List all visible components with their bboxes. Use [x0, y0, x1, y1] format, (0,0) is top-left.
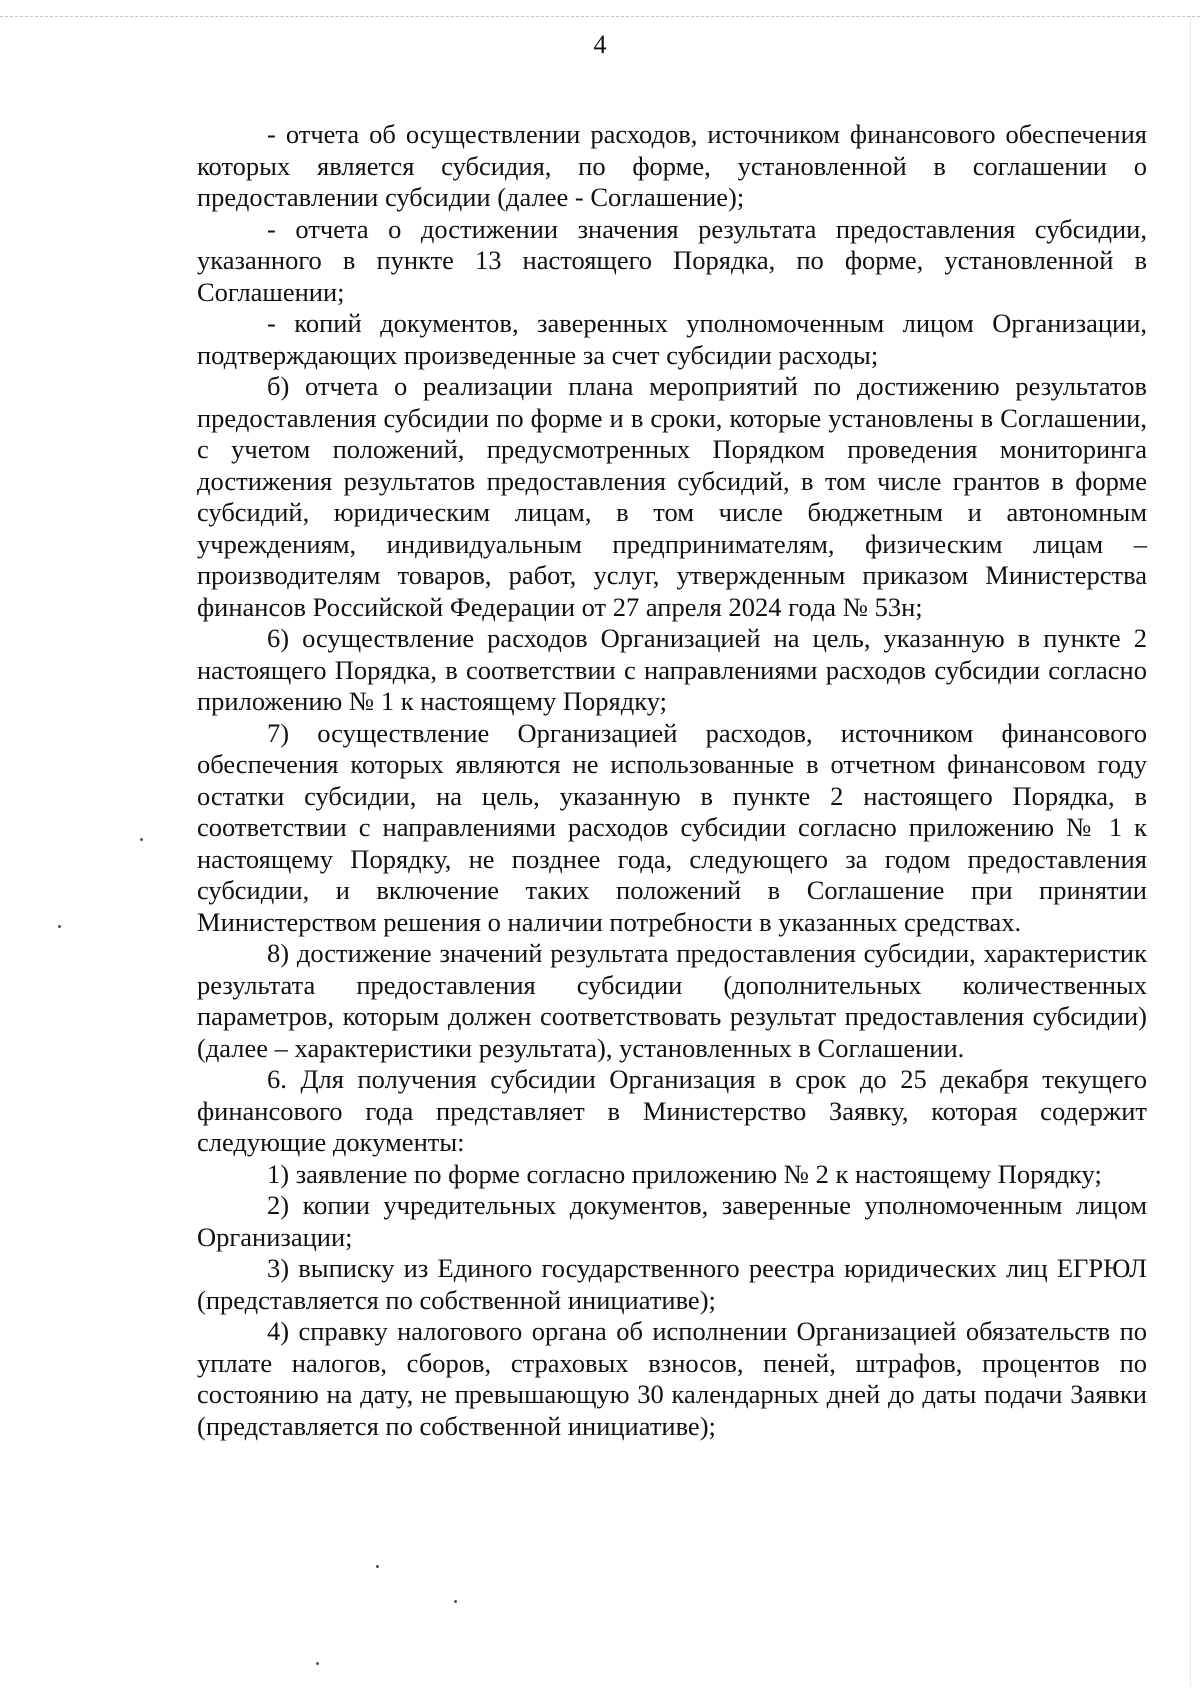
scan-speck	[58, 925, 61, 928]
paragraph-report-result: - отчета о достижении значения результата предоставления субсидии, указанного в пункте 13 настоящего Порядка, по форме, установленной в Соглашении;	[197, 213, 1147, 307]
paragraph-section-6: 6. Для получения субсидии Организация в срок до 25 декабря текущего финансового года представляет в Министерство Заявку, которая содержит следующие документы:	[197, 1064, 1147, 1157]
paragraph-list-item-3: 3) выписку из Единого государственного реестра юридических лиц ЕГРЮЛ (представляется по собственной инициативе);	[197, 1253, 1147, 1315]
scan-speck	[140, 838, 143, 841]
scan-speck	[376, 1565, 379, 1568]
scan-speck	[454, 1600, 457, 1603]
scan-edge-top	[0, 16, 1200, 17]
document-body	[197, 119, 1147, 1442]
paragraph-item-6: 6) осуществление расходов Организацией на цель, указанную в пункте 2 настоящего Порядка, в соответствии с направлениями расходов субсидии согласно приложению № 1 к настоящему Порядку;	[197, 623, 1147, 716]
page-number: 4	[593, 30, 607, 59]
paragraph-report-expenses: - отчета об осуществлении расходов, источником финансового обеспечения которых является субсидия, по форме, установленной в соглашении о предоставлении субсидии (далее - Соглашение);	[197, 119, 1147, 212]
scan-speck	[316, 1662, 319, 1665]
paragraph-list-item-4: 4) справку налогового органа об исполнении Организацией обязательств по уплате налогов, сборов, страховых взносов, пеней, штрафов, процентов по состоянию на дату, не превышающую 30 календарных дней до даты подачи Заявки (представляется по собственной инициативе);	[197, 1316, 1147, 1441]
paragraph-item-8: 8) достижение значений результата предоставления субсидии, характеристик результата предоставления субсидии (дополнительных количественных параметров, которым должен соответствовать результат предоставления субсидии) (далее – характеристики результата), установленных в Соглашении.	[197, 938, 1147, 1063]
paragraph-document-copies: - копий документов, заверенных уполномоченным лицом Организации, подтверждающих произведенные за счет субсидии расходы;	[197, 308, 1147, 370]
paragraph-list-item-1: 1) заявление по форме согласно приложению № 2 к настоящему Порядку;	[267, 1158, 1102, 1189]
paragraph-list-item-2: 2) копии учредительных документов, заверенные уполномоченным лицом Организации;	[197, 1190, 1147, 1252]
paragraph-item-b: б) отчета о реализации плана мероприятий по достижению результатов предоставления субсидии по форме и в сроки, которые установлены в Соглашении, с учетом положений, предусмотренных Порядком проведения мониторинга достижения результатов предоставления субсидий, в том числе грантов в форме субсидий, юридическим лицам, в том числе бюджетным и автономным учреждениям, индивидуальным предпринимателям, физическим лицам – производителям товаров, работ, услуг, утвержденным приказом Министерства финансов Российской Федерации от 27 апреля 2024 года № 53н;	[197, 371, 1147, 622]
paragraph-item-7: 7) осуществление Организацией расходов, источником финансового обеспечения которых являются не использованные в отчетном финансовом году остатки субсидии, на цель, указанную в пункте 2 настоящего Порядка, в соответствии с направлениями расходов субсидии согласно приложению № 1 к настоящему Порядку, не позднее года, следующего за годом предоставления субсидии, и включение таких положений в Соглашение при принятии Министерством решения о наличии потребности в указанных средствах.	[197, 717, 1147, 937]
scan-edge-right	[1190, 16, 1191, 1686]
